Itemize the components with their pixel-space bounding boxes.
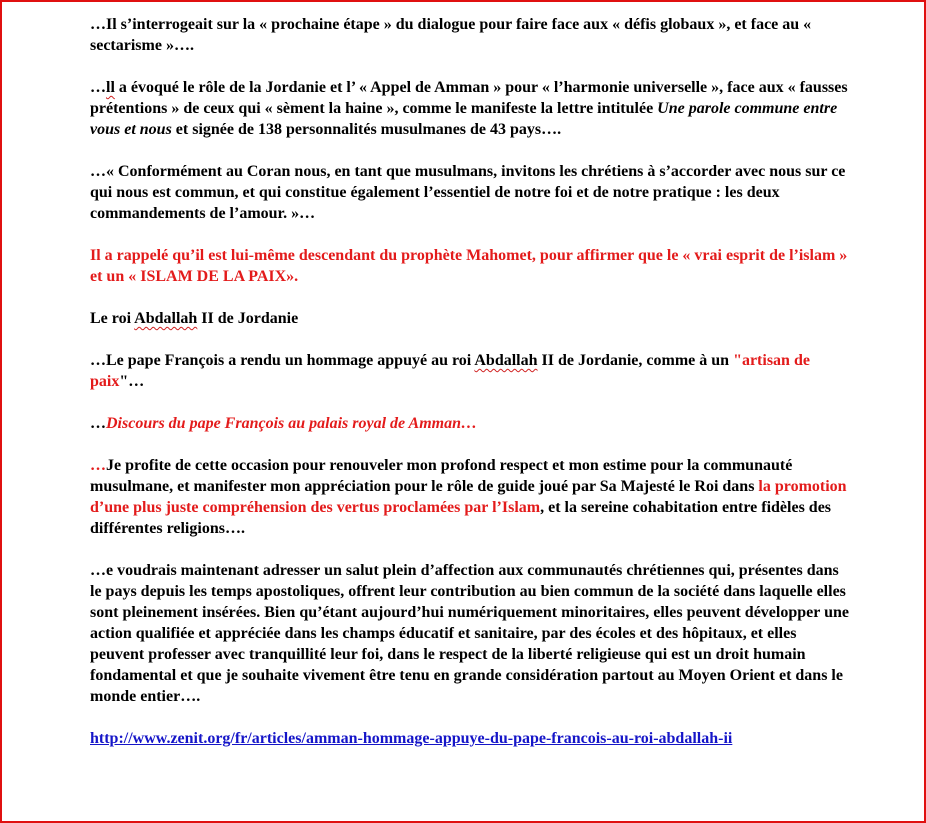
spellcheck-word: ll: [106, 79, 115, 96]
paragraph-islam-paix: Il a rappelé qu’il est lui-même descendant du prophète Mahomet, pour affirmer que le « vrai esprit de l’islam » et un « ISLAM DE LA PAIX».: [90, 247, 848, 285]
paragraph-coran-quote: …« Conformément au Coran nous, en tant que musulmans, invitons les chrétiens à s’accorder avec nous sur ce qui nous est commun, et qui constitue également l’essentiel de notre foi et de notre pratique : les deux commandements de l’amour. »…: [90, 163, 846, 222]
text-span: Le roi: [90, 310, 135, 327]
paragraph-dialogue: …Il s’interrogeait sur la « prochaine étape » du dialogue pour faire face aux « défis globaux », et face au « sectarisme »….: [90, 16, 812, 54]
paragraph-respect: [90, 455, 850, 539]
quote-mark: ": [733, 352, 742, 369]
paragraph-chretiens: …e voudrais maintenant adresser un salut plein d’affection aux communautés chrétiennes qui, présentes dans le pays depuis les temps apostoliques, offrent leur contribution au bien commun de la société dans laquelle elles sont pleinement insérées. Bien qu’étant aujourd’hui numériquement minoritaires, elles peuvent développer une action qualifiée et appréciée dans les champs éducatif et sanitaire, par des écoles et des hôpitaux, et elles peuvent professer avec tranquillité leur foi, dans le respect de la liberté religieuse qui est un droit humain fondamental et que je souhaite vivement être tenu en grande considération partout au Moyen Orient et dans le monde entier….: [90, 562, 849, 705]
text-span: II de Jordanie, comme à un: [537, 352, 734, 369]
source-link[interactable]: http://www.zenit.org/fr/articles/amman-hommage-appuye-du-pape-francois-au-roi-abdallah-ii: [90, 730, 733, 747]
text-span: Je profite de cette occasion pour renouveler mon profond respect et mon estime pour la communauté musulmane, et manifester mon appréciation pour le rôle de guide joué par Sa Majesté le Roi dans: [90, 457, 793, 495]
spellcheck-word: Abdallah: [134, 310, 198, 327]
paragraph-roi-heading: [90, 308, 850, 329]
text-span: et signée de 138 personnalités musulmanes de 43 pays….: [171, 121, 562, 138]
text-span: a évoqué le rôle de la Jordanie et l’ « Appel de Amman » pour « l’harmonie universelle », face aux « fausses prétentions » de ceux qui « sèment la haine », comme le manifeste la lettre intitulée: [90, 79, 848, 117]
spellcheck-word: Abdallah: [474, 352, 538, 369]
letter-title: Une parole commune entre vous et nous: [90, 100, 838, 138]
promotion-phrase: la promotion d’une plus juste compréhension des vertus proclamées par l’Islam: [90, 478, 847, 516]
text-span: …: [90, 79, 106, 96]
paragraph-appel-amman: [90, 77, 850, 140]
document-body: [90, 14, 850, 770]
text-span: , et la sereine cohabitation entre fidèles des différentes religions….: [90, 499, 832, 537]
artisan-de-paix: artisan de paix: [90, 352, 810, 390]
text-span: …: [90, 415, 106, 432]
text-span: II de Jordanie: [197, 310, 299, 327]
discours-title: Discours du pape François au palais royal de Amman…: [106, 415, 478, 432]
text-span: …Le pape François a rendu un hommage appuyé au roi: [90, 352, 475, 369]
paragraph-link: [90, 728, 850, 749]
ellipsis-red: …: [90, 457, 106, 474]
text-span: "…: [119, 373, 145, 390]
paragraph-discours-title: [90, 413, 850, 434]
paragraph-hommage: [90, 350, 850, 392]
